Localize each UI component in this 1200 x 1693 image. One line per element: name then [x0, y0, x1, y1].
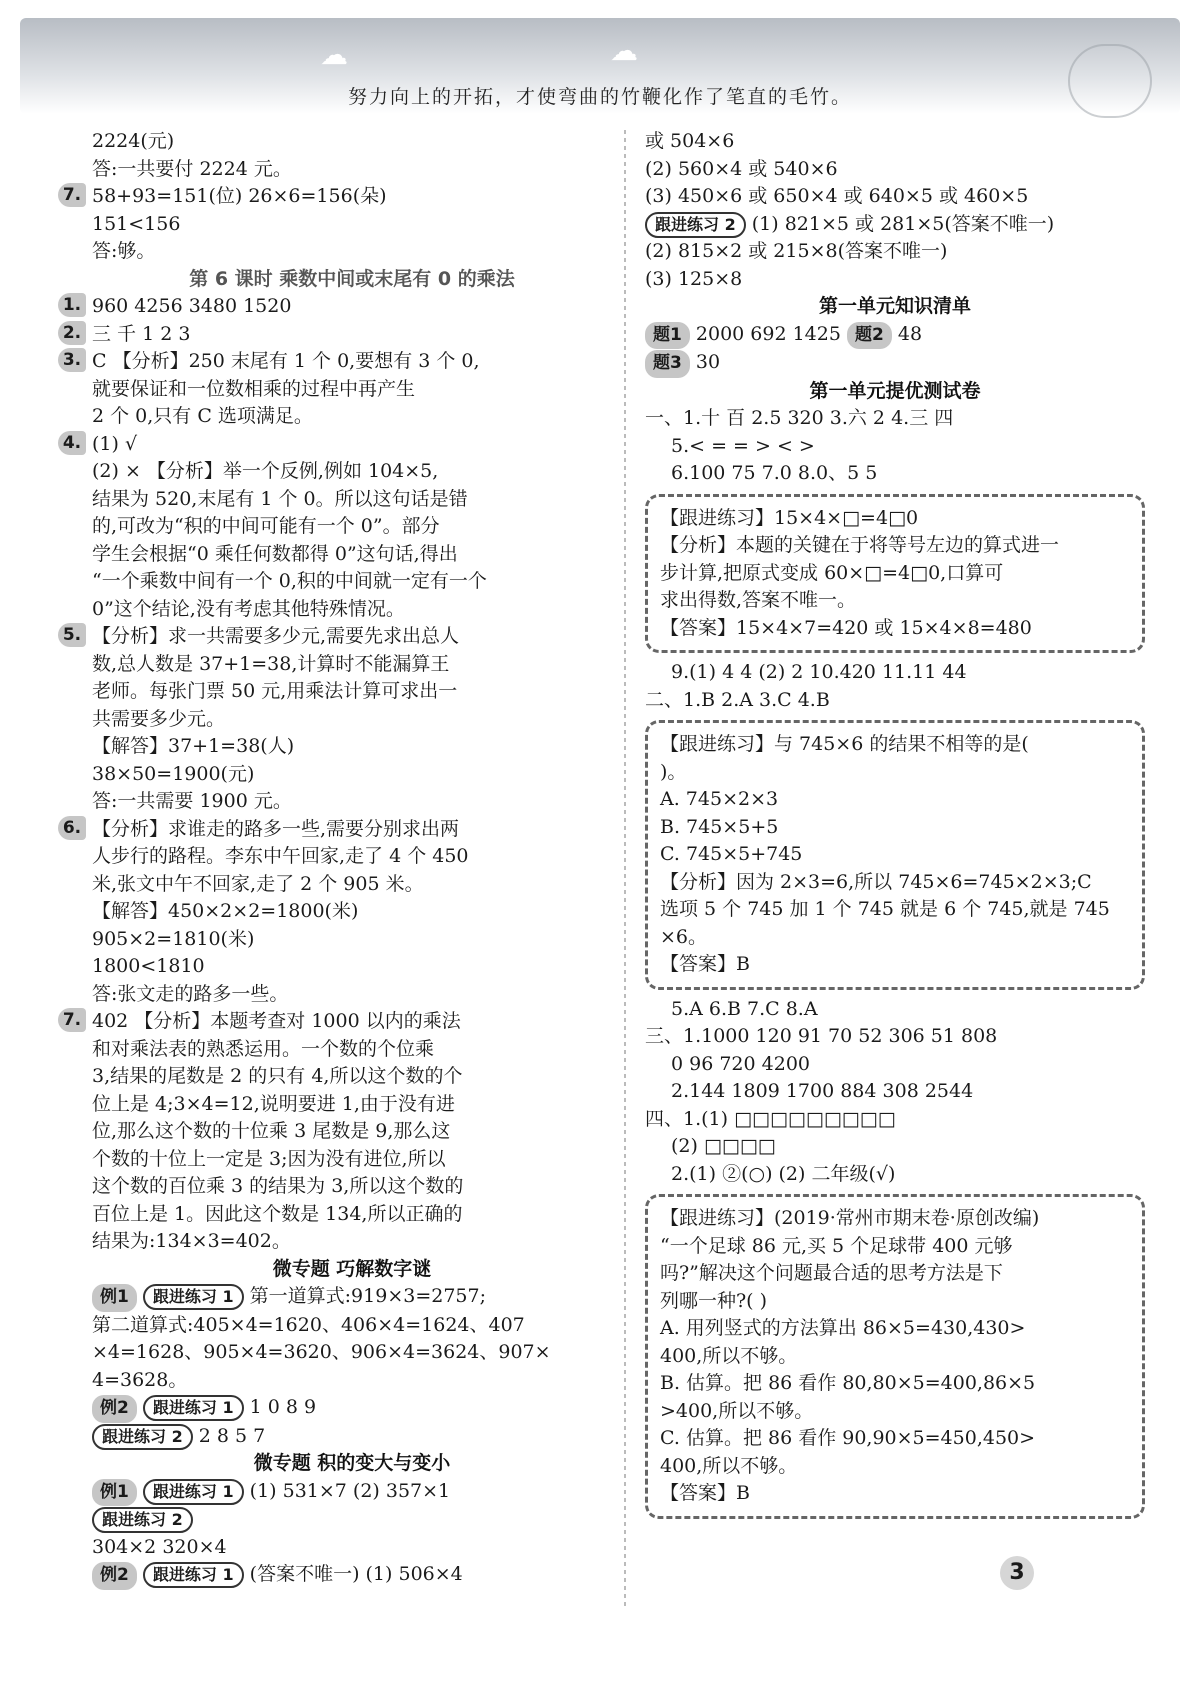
answer-line [92, 156, 612, 184]
answer-line [92, 1091, 612, 1119]
answer-line [92, 733, 612, 761]
line-text: (1) √ [92, 432, 138, 455]
answer-line [92, 1118, 612, 1146]
line-text: 【解答】450×2×2=1800(米) [92, 900, 359, 922]
answer-line [92, 1228, 612, 1256]
answer-line [92, 761, 612, 789]
answer-line [92, 1063, 612, 1091]
line-text: 或 504×6 [645, 130, 735, 152]
line-text: ×4=1628、905×4=3620、906×4=3624、907× [92, 1341, 551, 1363]
line-text: 四、1.(1) □□□□□□□□□ [645, 1107, 896, 1130]
example-tag: 题2 [847, 322, 892, 350]
line-text: 答:够。 [92, 240, 156, 262]
box-line: 【跟进练习】与 745×6 的结果不相等的是( [660, 733, 1029, 755]
answer-line [645, 687, 1145, 715]
box-line: C. 745×5+745 [660, 843, 803, 865]
answer-line [92, 788, 612, 816]
example-tag: 例2 [92, 1395, 137, 1423]
answer-line [62, 183, 612, 211]
line-text: C 【分析】250 末尾有 1 个 0,要想有 3 个 0, [92, 350, 480, 372]
line-text: 905×2=1810(米) [92, 927, 255, 950]
answer-line [645, 128, 1145, 156]
answer-line [645, 1106, 1145, 1134]
question-number: 2. [58, 321, 86, 345]
box-line: 【答案】B [660, 1482, 750, 1504]
answer-line [92, 513, 612, 541]
answer-line [645, 156, 1145, 184]
box-line: 【答案】15×4×7=420 或 15×4×8=480 [660, 616, 1032, 639]
box-line: A. 用列竖式的方法算出 86×5=430,430> [660, 1317, 1026, 1339]
answer-line [92, 541, 612, 569]
line-text: 1800<1810 [92, 955, 205, 977]
question-number: 6. [58, 816, 86, 840]
box-line: B. 估算。把 86 看作 80,80×5=400,86×5 [660, 1372, 1036, 1394]
answer-line [92, 953, 612, 981]
example-tag: 题3 [645, 350, 690, 378]
cloud-icon: ☁ [610, 34, 638, 67]
line-text: 的,可改为“积的中间可能有一个 0”。部分 [92, 515, 440, 537]
example-tag: 题1 [645, 322, 690, 350]
right-column [645, 128, 1145, 1525]
follow-up-tag: 跟进练习 2 [92, 1424, 193, 1450]
answer-line [645, 321, 1145, 350]
line-text: 0”这个结论,没有考虑其他特殊情况。 [92, 597, 405, 620]
line-text: 【分析】求谁走的路多一些,需要分别求出两 [92, 817, 460, 840]
line-text: 5.A 6.B 7.C 8.A [671, 997, 818, 1020]
answer-line [645, 349, 1145, 378]
line-text: 二、1.B 2.A 3.C 4.B [645, 688, 830, 711]
section-title: 第一单元提优测试卷 [809, 379, 981, 402]
line-text: “一个乘数中间有一个 0,积的中间就一定有一个 [92, 570, 487, 592]
line-text: (3) 450×6 或 650×4 或 640×5 或 460×5 [645, 185, 1029, 207]
answer-line [645, 266, 1145, 294]
line-text: 位上是 4;3×4=12,说明要进 1,由于没有进 [92, 1092, 455, 1115]
example-tag: 例1 [92, 1479, 137, 1507]
box-line: 【跟进练习】15×4×□=4□0 [660, 506, 919, 529]
answer-line [92, 1394, 612, 1423]
line-text: 老师。每张门票 50 元,用乘法计算可求出一 [92, 680, 458, 702]
line-text: 48 [897, 322, 923, 345]
line-text: 1 0 8 9 [249, 1396, 317, 1418]
section-title: 第一单元知识清单 [818, 295, 971, 317]
box-line: 400,所以不够。 [660, 1454, 798, 1477]
box-line: 【分析】因为 2×3=6,所以 745×6=745×2×3;C [660, 870, 1092, 893]
question-number: 4. [58, 431, 86, 455]
line-text: 和对乘法表的熟悉运用。一个数的个位乘 [92, 1037, 435, 1060]
line-text: (3) 125×8 [645, 267, 743, 290]
line-text: 2 个 0,只有 C 选项满足。 [92, 405, 313, 427]
line-text: 结果为 520,末尾有 1 个 0。所以这句话是错 [92, 487, 468, 510]
answer-line [92, 211, 612, 239]
answer-line [645, 1051, 1145, 1079]
answer-line [92, 238, 612, 266]
line-text: 学生会根据“0 乘任何数都得 0”这句话,得出 [92, 542, 458, 565]
answer-line [92, 403, 612, 431]
answer-line [92, 706, 612, 734]
answer-line [92, 568, 612, 596]
answer-line [92, 1201, 612, 1229]
follow-up-box [645, 494, 1145, 654]
line-text: 三 千 1 2 3 [92, 322, 191, 345]
follow-up-box [645, 720, 1145, 990]
answer-line [645, 996, 1145, 1024]
line-text: 402 【分析】本题考查对 1000 以内的乘法 [92, 1010, 461, 1032]
follow-up-tag: 跟进练习 1 [143, 1284, 244, 1310]
question-number: 1. [58, 293, 86, 317]
example-tag: 例1 [92, 1284, 137, 1312]
answer-line [92, 1478, 612, 1507]
line-text: 58+93=151(位) 26×6=156(朵) [92, 185, 387, 207]
line-text: (答案不唯一) (1) 506×4 [249, 1563, 463, 1585]
box-line: “一个足球 86 元,买 5 个足球带 400 元够 [660, 1234, 1013, 1257]
answer-line [62, 348, 612, 376]
header-motto: 努力向上的开拓，才使弯曲的竹鞭化作了笔直的毛竹。 [347, 86, 852, 108]
answer-line [92, 1036, 612, 1064]
answer-line [92, 1146, 612, 1174]
answer-line [92, 1423, 612, 1451]
line-text: 2 8 5 7 [198, 1424, 266, 1447]
line-text: 38×50=1900(元) [92, 762, 255, 785]
line-text: (2) 815×2 或 215×8(答案不唯一) [645, 240, 948, 262]
answer-line [92, 981, 612, 1009]
line-text: 4=3628。 [92, 1368, 188, 1391]
answer-line [645, 1133, 1145, 1161]
box-line: B. 745×5+5 [660, 815, 779, 838]
left-column [62, 128, 612, 1590]
line-text: (2) 560×4 或 540×6 [645, 157, 838, 180]
box-line: 【跟进练习】(2019·常州市期末卷·原创改编) [660, 1207, 1040, 1229]
answer-line [92, 898, 612, 926]
answer-line [645, 211, 1145, 239]
answer-line [92, 871, 612, 899]
line-text: 304×2 320×4 [92, 1535, 227, 1558]
question-number: 7. [58, 183, 86, 207]
answer-line [92, 843, 612, 871]
line-text: (2) × 【分析】举一个反例,例如 104×5, [92, 460, 439, 482]
line-text: 5.< = = > < > [671, 434, 815, 457]
column-divider [624, 130, 626, 1610]
box-line: 求出得数,答案不唯一。 [660, 589, 857, 611]
line-text: 6.100 75 7.0 8.0、5 5 [671, 462, 878, 484]
section-title: 微专题 巧解数字谜 [272, 1257, 432, 1280]
line-text: 151<156 [92, 212, 181, 235]
answer-line [645, 1078, 1145, 1106]
answer-line [62, 623, 612, 651]
line-text: 这个数的百位乘 3 的结果为 3,所以这个数的 [92, 1175, 464, 1197]
line-text: (2) □□□□ [671, 1135, 776, 1157]
line-text: 第二道算式:405×4=1620、406×4=1624、407 [92, 1313, 525, 1336]
question-number: 3. [58, 348, 86, 372]
line-text: 一、1.十 百 2.5 320 3.六 2 4.三 四 [645, 407, 954, 429]
line-text: 百位上是 1。因此这个数是 134,所以正确的 [92, 1202, 463, 1225]
box-line: 选项 5 个 745 加 1 个 745 就是 6 个 745,就是 745 [660, 898, 1110, 920]
line-text: 就要保证和一位数相乘的过程中再产生 [92, 377, 416, 400]
section-title: 第 6 课时 乘数中间或末尾有 0 的乘法 [189, 267, 515, 290]
line-text: 位,那么这个数的十位乘 3 尾数是 9,那么这 [92, 1120, 451, 1142]
box-line: 列哪一种?( ) [660, 1289, 768, 1312]
line-text: 30 [695, 351, 721, 373]
answer-line [645, 183, 1145, 211]
line-text: 答:一共要付 2224 元。 [92, 157, 292, 180]
answer-line [62, 431, 612, 459]
line-text: 2.144 1809 1700 884 308 2544 [671, 1080, 974, 1102]
line-text: 960 4256 3480 1520 [92, 295, 292, 317]
line-text: (1) 821×5 或 281×5(答案不唯一) [751, 212, 1055, 235]
page-number: 3 [1000, 1556, 1034, 1590]
box-line: 【答案】B [660, 953, 750, 975]
answer-line [645, 433, 1145, 461]
box-line: 吗?”解决这个问题最合适的思考方法是下 [660, 1262, 1003, 1284]
answer-line [92, 486, 612, 514]
line-text: 【分析】求一共需要多少元,需要先求出总人 [92, 625, 460, 647]
follow-up-tag: 跟进练习 1 [143, 1395, 244, 1421]
example-tag: 例2 [92, 1562, 137, 1590]
line-text: 第一道算式:919×3=2757; [249, 1285, 487, 1307]
answer-line [645, 460, 1145, 488]
answer-line [645, 1023, 1145, 1051]
box-line: ×6。 [660, 925, 708, 948]
answer-line [645, 659, 1145, 687]
line-text: 2224(元) [92, 130, 175, 152]
page-header [20, 18, 1180, 114]
answer-line [92, 678, 612, 706]
answer-line [645, 1161, 1145, 1189]
answer-line [62, 1008, 612, 1036]
line-text: (1) 531×7 (2) 357×1 [249, 1479, 451, 1502]
line-text: 9.(1) 4 4 (2) 2 10.420 11.11 44 [671, 661, 967, 683]
answer-line [92, 1561, 612, 1590]
line-text: 共需要多少元。 [92, 707, 226, 730]
line-text: 答:张文走的路多一些。 [92, 982, 289, 1005]
line-text: 2.(1) ②(○) (2) 二年级(√) [671, 1162, 896, 1185]
line-text: 结果为:134×3=402。 [92, 1230, 291, 1252]
cloud-icon: ☁ [320, 38, 348, 71]
answer-line [92, 128, 612, 156]
box-line: 【分析】本题的关键在于将等号左边的算式进一 [660, 534, 1060, 556]
answer-line [92, 1173, 612, 1201]
answer-line [92, 1283, 612, 1312]
answer-line [92, 1367, 612, 1395]
line-text: 3,结果的尾数是 2 的只有 4,所以这个数的个 [92, 1065, 463, 1087]
line-text: 0 96 720 4200 [671, 1052, 811, 1075]
answer-line [92, 926, 612, 954]
question-number: 7. [58, 1008, 86, 1032]
answer-line [92, 376, 612, 404]
answer-line [92, 458, 612, 486]
follow-up-box [645, 1194, 1145, 1519]
answer-line [62, 816, 612, 844]
follow-up-tag: 跟进练习 1 [143, 1479, 244, 1505]
answer-line [92, 651, 612, 679]
answer-line [645, 238, 1145, 266]
line-text: 个数的十位上一定是 3;因为没有进位,所以 [92, 1147, 446, 1170]
box-line: )。 [660, 760, 687, 783]
line-text: 答:一共需要 1900 元。 [92, 790, 292, 812]
question-number: 5. [58, 623, 86, 647]
follow-up-tag: 跟进练习 2 [92, 1507, 193, 1533]
box-line: 步计算,把原式变成 60×□=4□0,口算可 [660, 561, 1004, 584]
line-text: 【解答】37+1=38(人) [92, 735, 295, 757]
follow-up-tag: 跟进练习 2 [645, 212, 746, 238]
answer-line [645, 405, 1145, 433]
line-text: 米,张文中午不回家,走了 2 个 905 米。 [92, 872, 424, 895]
section-title: 微专题 积的变大与变小 [253, 1452, 451, 1474]
box-line: >400,所以不够。 [660, 1399, 814, 1422]
line-text: 数,总人数是 37+1=38,计算时不能漏算王 [92, 652, 450, 675]
line-text: 2000 692 1425 [695, 322, 841, 345]
line-text: 人步行的路程。李东中午回家,走了 4 个 450 [92, 845, 469, 867]
follow-up-tag: 跟进练习 1 [143, 1562, 244, 1588]
answer-line [62, 293, 612, 321]
line-text: 三、1.1000 120 91 70 52 306 51 808 [645, 1025, 998, 1047]
box-line: 400,所以不够。 [660, 1344, 798, 1367]
answer-line [92, 1506, 612, 1534]
answer-line [92, 596, 612, 624]
answer-line [92, 1339, 612, 1367]
answer-line [92, 1534, 612, 1562]
answer-line [62, 321, 612, 349]
box-line: A. 745×2×3 [660, 788, 779, 810]
box-line: C. 估算。把 86 看作 90,90×5=450,450> [660, 1427, 1036, 1449]
answer-line [92, 1312, 612, 1340]
